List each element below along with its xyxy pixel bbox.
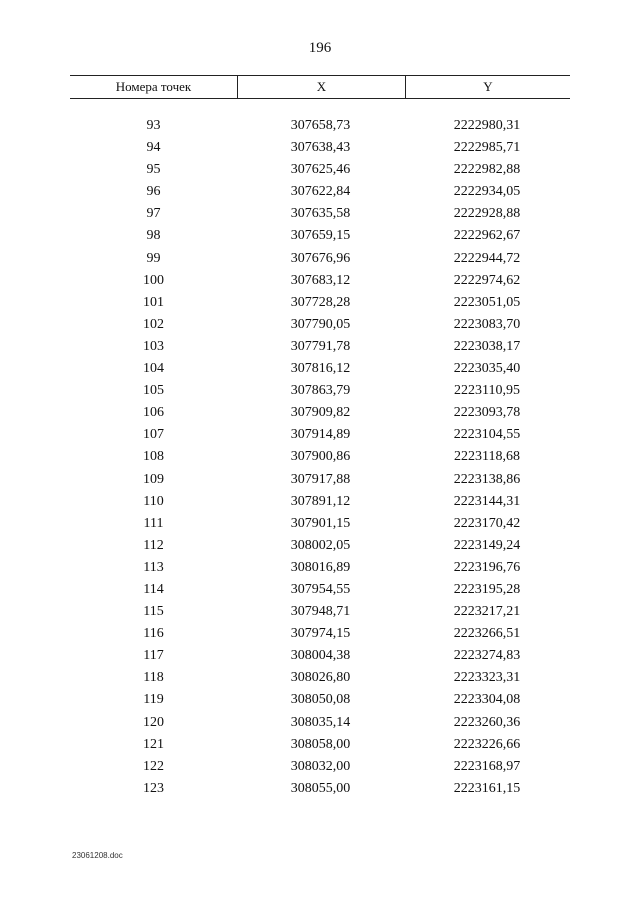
- point-number-cell: 111: [143, 515, 164, 531]
- table-row: [70, 181, 570, 203]
- x-coordinate-cell: 307635,58: [290, 206, 351, 222]
- y-coordinate-cell: 2223038,17: [453, 338, 521, 354]
- y-coordinate-cell: 2223083,70: [453, 316, 521, 332]
- x-coordinate-cell: 307917,88: [290, 471, 351, 487]
- point-number-cell: 109: [143, 471, 164, 487]
- y-coordinate-cell: 2222974,62: [453, 272, 521, 288]
- x-coordinate-cell: 307948,71: [290, 604, 351, 620]
- table-row: [70, 270, 570, 292]
- y-coordinate-cell: 2223195,28: [453, 581, 521, 597]
- x-coordinate-cell: 307683,12: [290, 272, 351, 288]
- point-number-cell: 122: [143, 758, 164, 774]
- table-row: [70, 712, 570, 734]
- table-row: [70, 623, 570, 645]
- y-coordinate-cell: 2222944,72: [453, 250, 521, 266]
- table-row: [70, 689, 570, 711]
- x-coordinate-cell: 307909,82: [290, 405, 351, 421]
- x-coordinate-cell: 307728,28: [290, 294, 351, 310]
- point-number-cell: 97: [146, 206, 161, 222]
- x-coordinate-cell: 307914,89: [290, 427, 351, 443]
- y-coordinate-cell: 2223149,24: [453, 537, 521, 553]
- point-number-cell: 94: [146, 140, 161, 156]
- x-coordinate-cell: 308004,38: [290, 648, 351, 664]
- point-number-cell: 116: [143, 626, 164, 642]
- page-number: 196: [308, 40, 332, 56]
- table-row: [70, 137, 570, 159]
- point-number-cell: 114: [143, 581, 164, 597]
- table-row: [70, 667, 570, 689]
- point-number-cell: 95: [146, 162, 161, 178]
- table-row: [70, 115, 570, 137]
- x-coordinate-cell: 307658,73: [290, 118, 351, 133]
- header-y: Y: [483, 79, 493, 94]
- point-number-cell: 106: [143, 405, 164, 421]
- table-row: [70, 513, 570, 535]
- x-coordinate-cell: 307622,84: [290, 184, 351, 200]
- point-number-cell: 108: [143, 449, 164, 465]
- table-row: [70, 601, 570, 623]
- x-coordinate-cell: 308050,08: [290, 692, 351, 708]
- point-number-cell: 105: [143, 383, 164, 399]
- table-row: [70, 579, 570, 601]
- y-coordinate-cell: 2223226,66: [453, 736, 521, 752]
- table-row: [70, 314, 570, 336]
- x-coordinate-cell: 307901,15: [290, 515, 351, 531]
- x-coordinate-cell: 307974,15: [290, 626, 351, 642]
- y-coordinate-cell: 2223170,42: [453, 515, 521, 531]
- y-coordinate-cell: 2223144,31: [453, 493, 521, 509]
- y-coordinate-cell: 2223138,86: [453, 471, 521, 487]
- y-coordinate-cell: 2223051,05: [453, 294, 521, 310]
- table-row: [70, 778, 570, 800]
- table-row: [70, 469, 570, 491]
- table-row: [70, 535, 570, 557]
- x-coordinate-cell: 307791,78: [290, 338, 351, 354]
- footer-filename: 23061208.doc: [72, 851, 123, 860]
- y-coordinate-cell: 2223161,15: [453, 780, 521, 796]
- table-row: [70, 203, 570, 225]
- y-coordinate-cell: 2222985,71: [453, 140, 521, 156]
- y-coordinate-cell: 2223168,97: [453, 758, 521, 774]
- y-coordinate-cell: 2222962,67: [453, 228, 521, 244]
- table-row: [70, 292, 570, 314]
- x-coordinate-cell: 307790,05: [290, 316, 351, 332]
- point-number-cell: 110: [143, 493, 164, 509]
- x-coordinate-cell: 307816,12: [290, 361, 351, 377]
- table-row: [70, 402, 570, 424]
- point-number-cell: 96: [146, 184, 161, 200]
- point-number-cell: 118: [143, 670, 164, 686]
- point-number-cell: 103: [143, 338, 164, 354]
- header-point-numbers: Номера точек: [70, 76, 238, 98]
- x-coordinate-cell: 308055,00: [290, 780, 351, 796]
- point-number-cell: 107: [143, 427, 164, 443]
- x-coordinate-cell: 308002,05: [290, 537, 351, 553]
- table-row: [70, 380, 570, 402]
- x-coordinate-cell: 307638,43: [290, 140, 351, 156]
- y-coordinate-cell: 2223274,83: [453, 648, 521, 664]
- point-number-cell: 102: [143, 316, 164, 332]
- y-coordinate-cell: 2223118,68: [454, 449, 520, 465]
- point-number-cell: 104: [143, 361, 164, 377]
- table-row: [70, 734, 570, 756]
- table-header: [70, 75, 570, 99]
- x-coordinate-cell: 308035,14: [290, 714, 351, 730]
- x-coordinate-cell: 308032,00: [290, 758, 351, 774]
- header-x: X: [238, 76, 406, 98]
- point-number-cell: 123: [143, 780, 164, 796]
- y-coordinate-cell: 2223260,36: [453, 714, 521, 730]
- x-coordinate-cell: 308026,80: [290, 670, 351, 686]
- point-number-cell: 93: [146, 118, 161, 133]
- y-coordinate-cell: 2223093,78: [453, 405, 521, 421]
- y-coordinate-cell: 2223217,21: [453, 604, 521, 620]
- y-coordinate-cell: 2222934,05: [453, 184, 521, 200]
- x-coordinate-cell: 307659,15: [290, 228, 351, 244]
- table-row: [70, 248, 570, 270]
- x-coordinate-cell: 307676,96: [290, 250, 351, 266]
- point-number-cell: 119: [143, 692, 164, 708]
- table-row: [70, 159, 570, 181]
- table-row: [70, 225, 570, 247]
- x-coordinate-cell: 307900,86: [290, 449, 351, 465]
- table-row: [70, 491, 570, 513]
- point-number-cell: 121: [143, 736, 164, 752]
- table-row: [70, 756, 570, 778]
- point-number-cell: 120: [143, 714, 164, 730]
- y-coordinate-cell: 2223304,08: [453, 692, 521, 708]
- point-number-cell: 98: [146, 228, 161, 244]
- table-row: [70, 358, 570, 380]
- table-row: [70, 557, 570, 579]
- point-number-cell: 99: [146, 250, 161, 266]
- table-row: [70, 446, 570, 468]
- table-row: [70, 645, 570, 667]
- y-coordinate-cell: 2223266,51: [453, 626, 521, 642]
- y-coordinate-cell: 2222928,88: [453, 206, 521, 222]
- point-number-cell: 101: [143, 294, 164, 310]
- coordinates-table-body: [70, 115, 570, 800]
- y-coordinate-cell: 2222980,31: [453, 118, 521, 133]
- point-number-cell: 117: [143, 648, 164, 664]
- table-row: [70, 336, 570, 358]
- x-coordinate-cell: 307891,12: [290, 493, 351, 509]
- point-number-cell: 112: [143, 537, 164, 553]
- x-coordinate-cell: 307625,46: [290, 162, 351, 178]
- point-number-cell: 100: [143, 272, 164, 288]
- x-coordinate-cell: 307954,55: [290, 581, 351, 597]
- x-coordinate-cell: 308058,00: [290, 736, 351, 752]
- y-coordinate-cell: 2223035,40: [453, 361, 521, 377]
- point-number-cell: 113: [143, 559, 164, 575]
- x-coordinate-cell: 307863,79: [290, 383, 351, 399]
- point-number-cell: 115: [143, 604, 164, 620]
- y-coordinate-cell: 2223104,55: [453, 427, 521, 443]
- y-coordinate-cell: 2222982,88: [453, 162, 521, 178]
- table-row: [70, 424, 570, 446]
- x-coordinate-cell: 308016,89: [290, 559, 351, 575]
- y-coordinate-cell: 2223110,95: [454, 383, 520, 399]
- y-coordinate-cell: 2223196,76: [453, 559, 521, 575]
- y-coordinate-cell: 2223323,31: [453, 670, 521, 686]
